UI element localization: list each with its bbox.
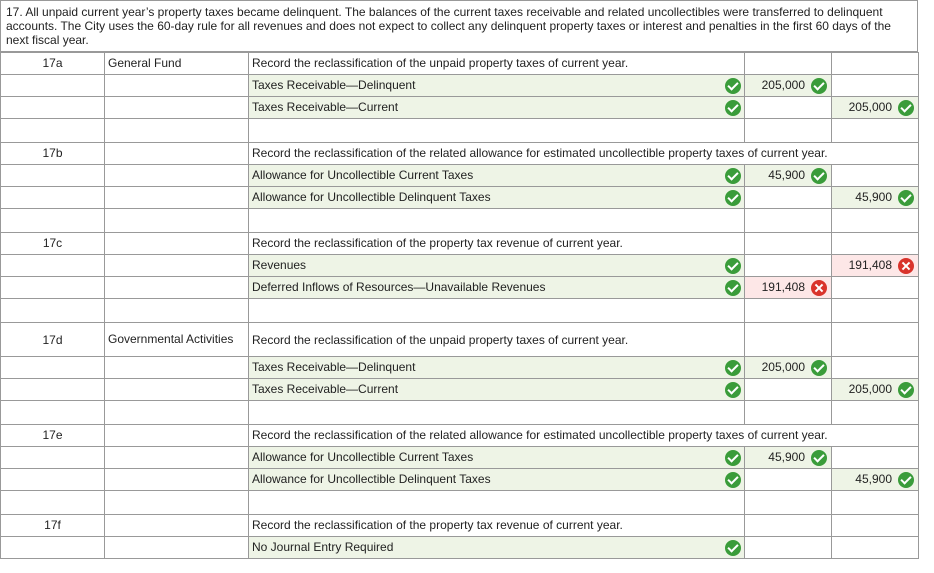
credit-value: 205,000 [848,99,892,114]
entry-number: 17b [1,143,105,165]
account-name: No Journal Entry Required [252,539,394,554]
table-row [1,299,919,323]
check-icon [725,100,741,116]
check-icon [725,450,741,466]
account-select[interactable] [249,447,745,469]
table-row [1,469,919,491]
debit-input[interactable] [745,277,832,299]
account-select[interactable] [249,537,745,559]
credit-value: 191,408 [848,257,892,272]
check-icon [898,382,914,398]
debit-input[interactable] [745,447,832,469]
table-row [1,277,919,299]
entry-description: Record the reclassification of the unpaid property taxes of current year. [249,53,745,75]
credit-input[interactable] [832,187,919,209]
x-icon [898,258,914,274]
account-name: Allowance for Uncollectible Delinquent Taxes [252,189,491,204]
check-icon [725,168,741,184]
account-name: Deferred Inflows of Resources—Unavailable Revenues [252,279,546,294]
table-row [1,255,919,277]
debit-input[interactable] [745,537,832,559]
table-row [1,323,919,357]
credit-value: 45,900 [855,471,892,486]
entry-number: 17d [1,323,105,357]
table-row [1,357,919,379]
table-row [1,187,919,209]
table-row [1,75,919,97]
table-row [1,143,919,165]
debit-input[interactable] [745,187,832,209]
account-select[interactable] [249,187,745,209]
account-name: Allowance for Uncollectible Delinquent Taxes [252,471,491,486]
entry-number: 17e [1,425,105,447]
entry-description: Record the reclassification of the property tax revenue of current year. [249,233,745,255]
credit-input[interactable] [832,537,919,559]
entry-description: Record the reclassification of the related allowance for estimated uncollectible property taxes of current year. [249,425,919,447]
debit-value: 191,408 [761,279,805,294]
debit-input[interactable] [745,379,832,401]
check-icon [725,78,741,94]
entry-number: 17a [1,53,105,75]
debit-value: 205,000 [761,359,805,374]
account-name: Allowance for Uncollectible Current Taxes [252,167,474,182]
entry-description: Record the reclassification of the unpaid property taxes of current year. [249,323,745,357]
account-name: Taxes Receivable—Current [252,381,399,396]
table-row [1,379,919,401]
credit-input[interactable] [832,97,919,119]
table-row [1,401,919,425]
account-name: Taxes Receivable—Delinquent [252,359,416,374]
check-icon [811,78,827,94]
account-select[interactable] [249,255,745,277]
check-icon [811,450,827,466]
account-select[interactable] [249,75,745,97]
check-icon [898,100,914,116]
account-name: Allowance for Uncollectible Current Taxes [252,449,474,464]
problem-statement: 17. All unpaid current year’s property taxes became delinquent. The balances of the current taxes receivable and related uncollectibles were transferred to delinquent accounts. The City uses the 60-day rule for all revenues and does not expect to collect any delinquent property taxes or interest and penalties in the first 60 days of the next fiscal year. [0,0,918,52]
check-icon [725,258,741,274]
journal-entry-table [0,52,919,559]
fund-label: General Fund [105,53,249,75]
table-row [1,233,919,255]
credit-input[interactable] [832,255,919,277]
credit-input[interactable] [832,165,919,187]
check-icon [725,190,741,206]
debit-input[interactable] [745,75,832,97]
credit-input[interactable] [832,357,919,379]
table-row [1,165,919,187]
table-row [1,515,919,537]
check-icon [811,168,827,184]
credit-input[interactable] [832,75,919,97]
check-icon [725,472,741,488]
account-select[interactable] [249,97,745,119]
debit-input[interactable] [745,357,832,379]
entry-number: 17c [1,233,105,255]
table-row [1,425,919,447]
account-select[interactable] [249,357,745,379]
entry-description: Record the reclassification of the related allowance for estimated uncollectible property taxes of current year. [249,143,919,165]
check-icon [898,472,914,488]
table-row [1,447,919,469]
account-select[interactable] [249,379,745,401]
debit-input[interactable] [745,255,832,277]
entry-description: Record the reclassification of the property tax revenue of current year. [249,515,745,537]
account-select[interactable] [249,277,745,299]
table-row [1,209,919,233]
account-name: Taxes Receivable—Delinquent [252,77,416,92]
check-icon [725,540,741,556]
check-icon [725,360,741,376]
credit-input[interactable] [832,447,919,469]
check-icon [811,360,827,376]
fund-label: Governmental Activities [105,323,249,357]
entry-number: 17f [1,515,105,537]
x-icon [811,280,827,296]
credit-input[interactable] [832,277,919,299]
debit-value: 45,900 [768,167,805,182]
debit-value: 205,000 [761,77,805,92]
credit-input[interactable] [832,469,919,491]
credit-input[interactable] [832,379,919,401]
check-icon [725,280,741,296]
table-row [1,97,919,119]
check-icon [725,382,741,398]
credit-value: 205,000 [848,381,892,396]
check-icon [898,190,914,206]
debit-input[interactable] [745,165,832,187]
account-select[interactable] [249,469,745,491]
account-name: Taxes Receivable—Current [252,99,399,114]
table-row [1,119,919,143]
table-row [1,537,919,559]
table-row [1,53,919,75]
account-select[interactable] [249,165,745,187]
account-name: Revenues [252,257,307,272]
table-row [1,491,919,515]
debit-value: 45,900 [768,449,805,464]
credit-value: 45,900 [855,189,892,204]
debit-input[interactable] [745,97,832,119]
debit-input[interactable] [745,469,832,491]
